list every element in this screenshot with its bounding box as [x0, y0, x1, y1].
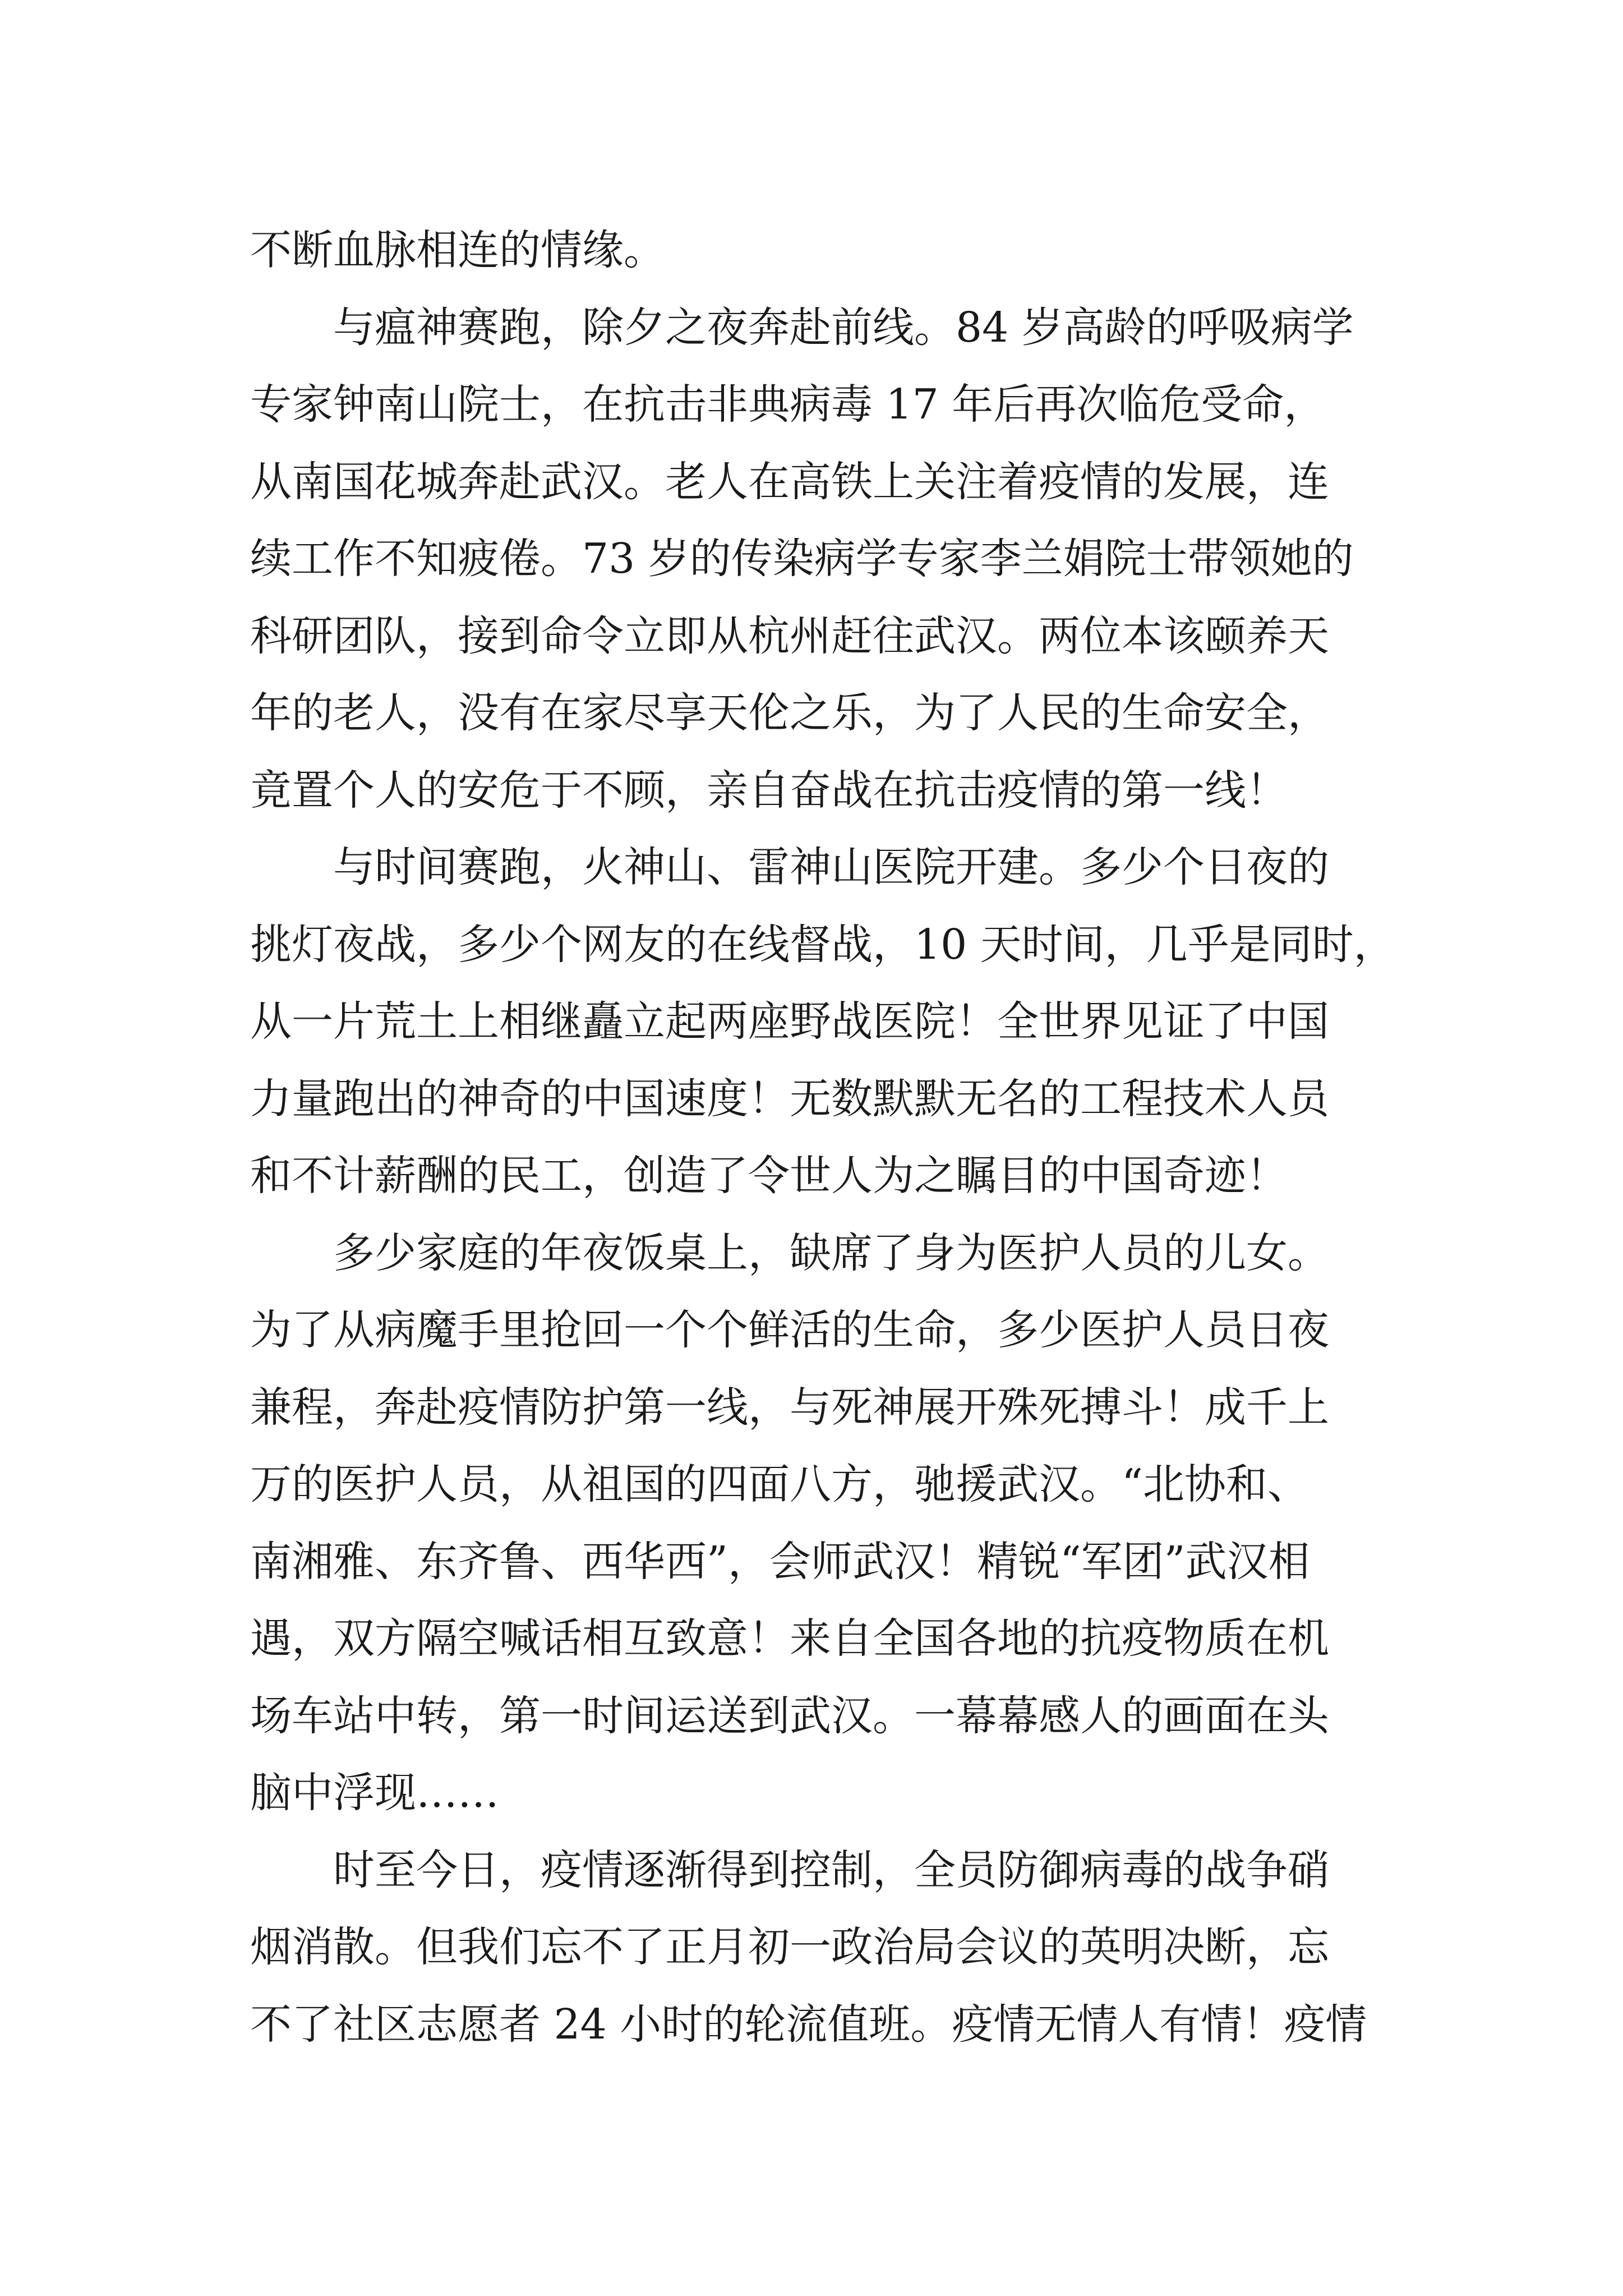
text-line: 兼程，奔赴疫情防护第一线，与死神展开殊死搏斗！成千上	[250, 1383, 1329, 1432]
text-line: 和不计薪酬的民工，创造了令世人为之瞩目的中国奇迹！	[250, 1152, 1288, 1200]
text-line: 与瘟神赛跑，除夕之夜奔赴前线。84 岁高龄的呼吸病学	[333, 303, 1354, 352]
paragraph	[250, 1832, 1389, 2064]
text-line: 年的老人，没有在家尽享天伦之乐，为了人民的生命安全，	[250, 689, 1329, 737]
paragraph	[250, 829, 1395, 1215]
text-line: 竟置个人的安危于不顾，亲自奋战在抗击疫情的第一线！	[250, 766, 1288, 815]
text-line: 烟消散。但我们忘不了正月初一政治局会议的英明决断，忘	[250, 1923, 1329, 1971]
text-line: 从南国花城奔赴武汉。老人在高铁上关注着疫情的发展，连	[250, 457, 1329, 506]
text-line: 遇，双方隔空喊话相互致意！来自全国各地的抗疫物质在机	[250, 1614, 1329, 1663]
text-line: 不断血脉相连的情缘。	[250, 226, 665, 274]
text-line: 多少家庭的年夜饭桌上，缺席了身为医护人员的儿女。	[333, 1228, 1329, 1277]
body-text	[250, 212, 1395, 2063]
text-line: 与时间赛跑，火神山、雷神山医院开建。多少个日夜的	[333, 843, 1329, 891]
text-line: 场车站中转，第一时间运送到武汉。一幕幕感人的画面在头	[250, 1691, 1329, 1740]
text-line: 续工作不知疲倦。73 岁的传染病学专家李兰娟院士带领她的	[250, 535, 1354, 583]
text-line: 时至今日，疫情逐渐得到控制，全员防御病毒的战争硝	[333, 1846, 1329, 1894]
text-line: 挑灯夜战，多少个网友的在线督战，10 天时间，几乎是同时，	[250, 920, 1395, 969]
text-line: 南湘雅、东齐鲁、西华西”，会师武汉！精锐“军团”武汉相	[250, 1537, 1310, 1586]
paragraph	[250, 289, 1389, 830]
text-line: 专家钟南山院士，在抗击非典病毒 17 年后再次临危受命，	[250, 380, 1326, 429]
text-line: 不了社区志愿者 24 小时的轮流值班。疫情无情人有情！疫情	[250, 2000, 1367, 2049]
paragraph	[250, 212, 1389, 289]
text-line: 科研团队，接到命令立即从杭州赶往武汉。两位本该颐养天	[250, 611, 1329, 660]
text-line: 脑中浮现……	[250, 1769, 499, 1817]
text-line: 力量跑出的神奇的中国速度！无数默默无名的工程技术人员	[250, 1074, 1329, 1123]
text-line: 万的医护人员，从祖国的四面八方，驰援武汉。“北协和、	[250, 1460, 1309, 1508]
paragraph	[250, 1215, 1389, 1832]
text-line: 为了从病魔手里抢回一个个鲜活的生命，多少医护人员日夜	[250, 1306, 1329, 1354]
text-line: 从一片荒土上相继矗立起两座野战医院！全世界见证了中国	[250, 997, 1329, 1046]
